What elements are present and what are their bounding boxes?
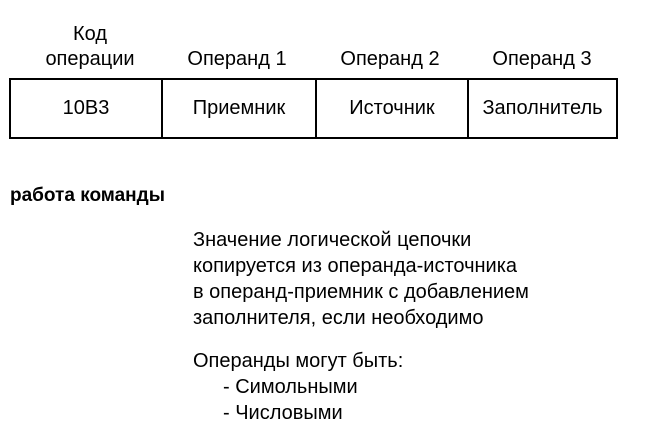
column-header-operand-2: Операнд 2 xyxy=(340,48,440,70)
section-title: работа команды xyxy=(10,185,165,206)
operand-2-cell: Источник xyxy=(315,80,467,137)
operand-3-cell: Заполнитель xyxy=(467,80,616,137)
description-line: Значение логической цепочки xyxy=(193,229,472,251)
description-paragraph xyxy=(193,227,529,331)
operands-note xyxy=(193,348,403,426)
operand-1-cell: Приемник xyxy=(161,80,315,137)
description-line: в операнд-приемник с добавлением xyxy=(193,281,529,303)
list-item: - Симольными xyxy=(223,376,358,398)
description-line: копируется из операнда-источника xyxy=(193,255,518,277)
operands-note-heading: Операнды могут быть: xyxy=(193,350,404,372)
column-header-opcode: Код операции xyxy=(45,23,135,70)
list-item: - Числовыми xyxy=(223,402,343,424)
opcode-cell: 10B3 xyxy=(62,97,110,119)
column-header-operand-3: Операнд 3 xyxy=(492,48,592,70)
column-header-operand-1: Операнд 1 xyxy=(187,48,287,70)
description-line: заполнителя, если необходимо xyxy=(193,307,484,329)
instruction-format-box xyxy=(9,78,618,139)
